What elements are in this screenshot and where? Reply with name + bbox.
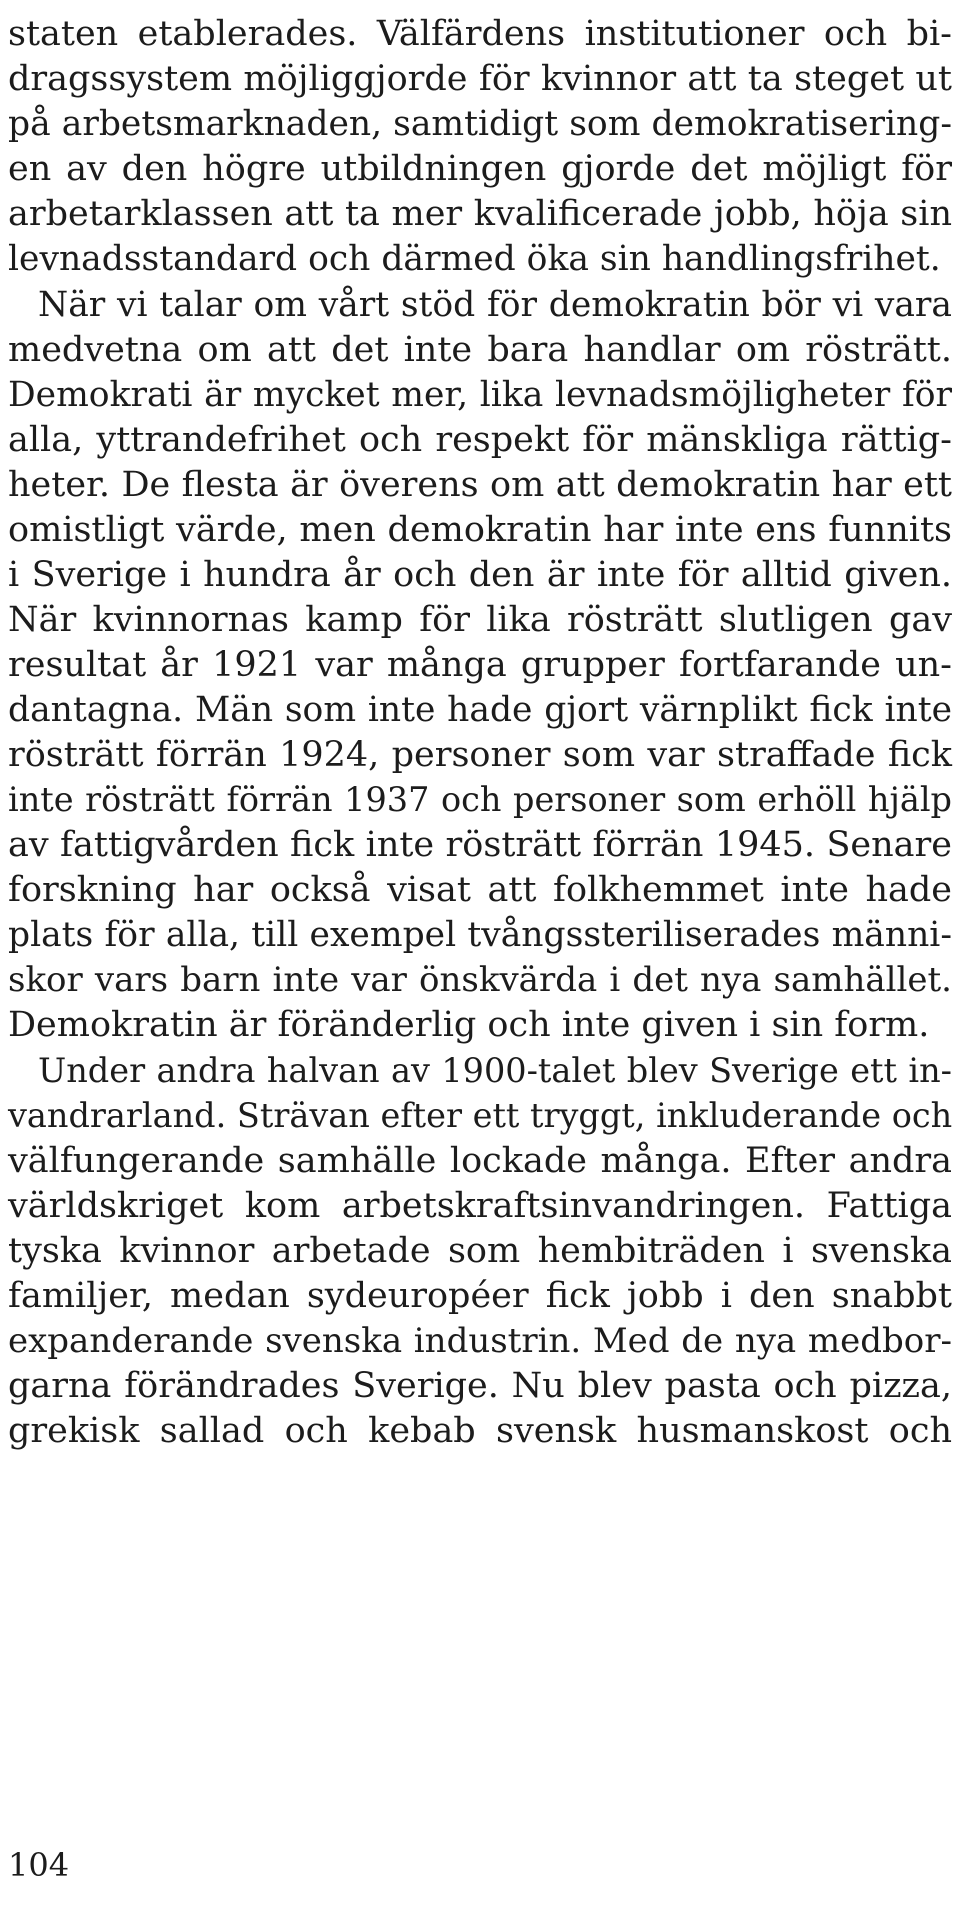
text-line: familjer, medan sydeuropéer fick jobb i den snabbt [8,1276,952,1316]
text-line: alla, yttrandefrihet och respekt för mänskliga rättig- [8,420,952,460]
text-line: Demokrati är mycket mer, lika levnadsmöjligheter för [8,375,952,415]
text-line: arbetarklassen att ta mer kvalificerade jobb, höja sin [8,194,952,234]
text-line: av fattigvården fick inte rösträtt förrän 1945. Senare [8,825,952,865]
text-line: dantagna. Män som inte hade gjort värnplikt fick inte [8,690,952,730]
text-line: omistligt värde, men demokratin har inte ens funnits [8,510,952,550]
page-number: 104 [8,1846,70,1884]
text-line: tyska kvinnor arbetade som hembiträden i svenska [8,1231,952,1271]
text-line: en av den högre utbildningen gjorde det möjligt för [8,149,952,189]
text-line: världskriget kom arbetskraftsinvandringen. Fattiga [8,1186,952,1226]
text-line: staten etablerades. Välfärdens institutioner och bi- [8,14,952,54]
text-line: resultat år 1921 var många grupper fortfarande un- [8,645,952,685]
text-line: medvetna om att det inte bara handlar om rösträtt. [8,330,952,370]
text-line: forskning har också visat att folkhemmet inte hade [8,870,952,910]
text-line: inte rösträtt förrän 1937 och personer som erhöll hjälp [8,780,952,819]
text-line: rösträtt förrän 1924, personer som var straffade fick [8,735,952,775]
text-line: välfungerande samhälle lockade många. Efter andra [8,1141,952,1181]
text-line: Under andra halvan av 1900-talet blev Sverige ett in- [38,1051,952,1090]
text-line: expanderande svenska industrin. Med de nya medbor- [8,1321,952,1361]
text-line: heter. De flesta är överens om att demokratin har ett [8,465,952,505]
text-line: grekisk sallad och kebab svensk husmanskost och [8,1411,952,1451]
book-page [8,0,952,1920]
text-line: levnadsstandard och därmed öka sin handlingsfrihet. [8,239,941,279]
text-line: Demokratin är föränderlig och inte given i sin form. [8,1005,930,1045]
text-line: i Sverige i hundra år och den är inte för alltid given. [8,555,952,595]
text-line: plats för alla, till exempel tvångssteriliserades männi- [8,915,952,955]
text-line: garna förändrades Sverige. Nu blev pasta och pizza, [8,1366,952,1406]
text-line: När vi talar om vårt stöd för demokratin bör vi vara [38,285,952,325]
text-line: på arbetsmarknaden, samtidigt som demokratisering- [8,104,952,144]
text-line: dragssystem möjliggjorde för kvinnor att ta steget ut [8,59,952,99]
text-line: skor vars barn inte var önskvärda i det nya samhället. [8,960,952,1000]
text-line: När kvinnornas kamp för lika rösträtt slutligen gav [8,600,952,640]
text-line: vandrarland. Strävan efter ett tryggt, inkluderande och [8,1096,953,1135]
